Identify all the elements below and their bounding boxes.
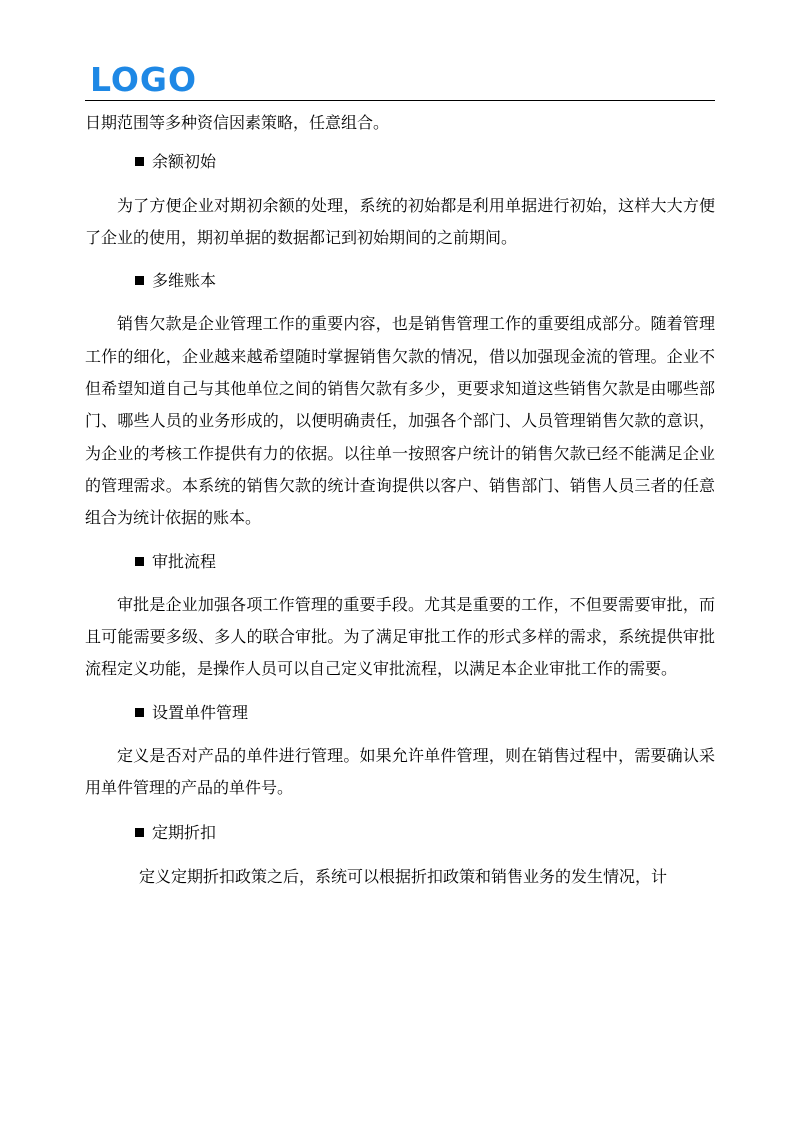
intro-paragraph: 日期范围等多种资信因素策略，任意组合。 <box>85 113 390 132</box>
section-heading-label: 余额初始 <box>152 152 217 172</box>
section-paragraph-multi-ledger: 销售欠款是企业管理工作的重要内容，也是销售管理工作的重要组成部分。随着管理工作的细化，企业越来越希望随时掌握销售欠款的情况，借以加强现金流的管理。企业不但希望知道自己与其他单位之间的销售欠款有多少，更要求知道这些销售欠款是由哪些部门、哪些人员的业务形成的，以便明确责任，加强各个部门、人员管理销售欠款的意识，为企业的考核工作提供有力的依据。以往单一按照客户统计的销售欠款已经不能满足企业的管理需求。本系统的销售欠款的统计查询提供以客户、销售部门、销售人员三者的任意组合为统计依据的账本。 <box>85 314 715 528</box>
section-paragraph-approval-flow: 审批是企业加强各项工作管理的重要手段。尤其是重要的工作，不但要需要审批，而且可能需要多级、多人的联合审批。为了满足审批工作的形式多样的需求，系统提供审批流程定义功能，是操作人员可以自己定义审批流程，以满足本企业审批工作的需要。 <box>85 594 715 679</box>
section-paragraph-unit-management: 定义是否对产品的单件进行管理。如果允许单件管理，则在销售过程中，需要确认采用单件管理的产品的单件号。 <box>85 746 715 798</box>
logo: LOGO <box>90 60 198 99</box>
section-heading-label: 多维账本 <box>152 271 217 291</box>
section-paragraph-periodic-discount: 定义定期折扣政策之后，系统可以根据折扣政策和销售业务的发生情况，计 <box>139 866 668 886</box>
header-divider <box>85 100 715 101</box>
section-heading-unit-management <box>85 697 715 729</box>
square-bullet-icon <box>135 157 144 166</box>
square-bullet-icon <box>135 708 144 717</box>
section-heading-label: 审批流程 <box>152 551 217 571</box>
section-heading-approval-flow <box>85 546 715 578</box>
section-paragraph-balance-init: 为了方便企业对期初余额的处理，系统的初始都是利用单据进行初始，这样大大方便了企业的使用，期初单据的数据都记到初始期间的之前期间。 <box>85 195 715 247</box>
square-bullet-icon <box>135 557 144 566</box>
section-heading-multi-ledger <box>85 265 715 297</box>
square-bullet-icon <box>135 276 144 285</box>
section-heading-periodic-discount <box>85 817 715 849</box>
section-heading-balance-init <box>85 146 715 178</box>
document-body <box>85 107 715 893</box>
section-heading-label: 定期折扣 <box>152 822 217 842</box>
square-bullet-icon <box>135 828 144 837</box>
section-heading-label: 设置单件管理 <box>152 702 249 722</box>
